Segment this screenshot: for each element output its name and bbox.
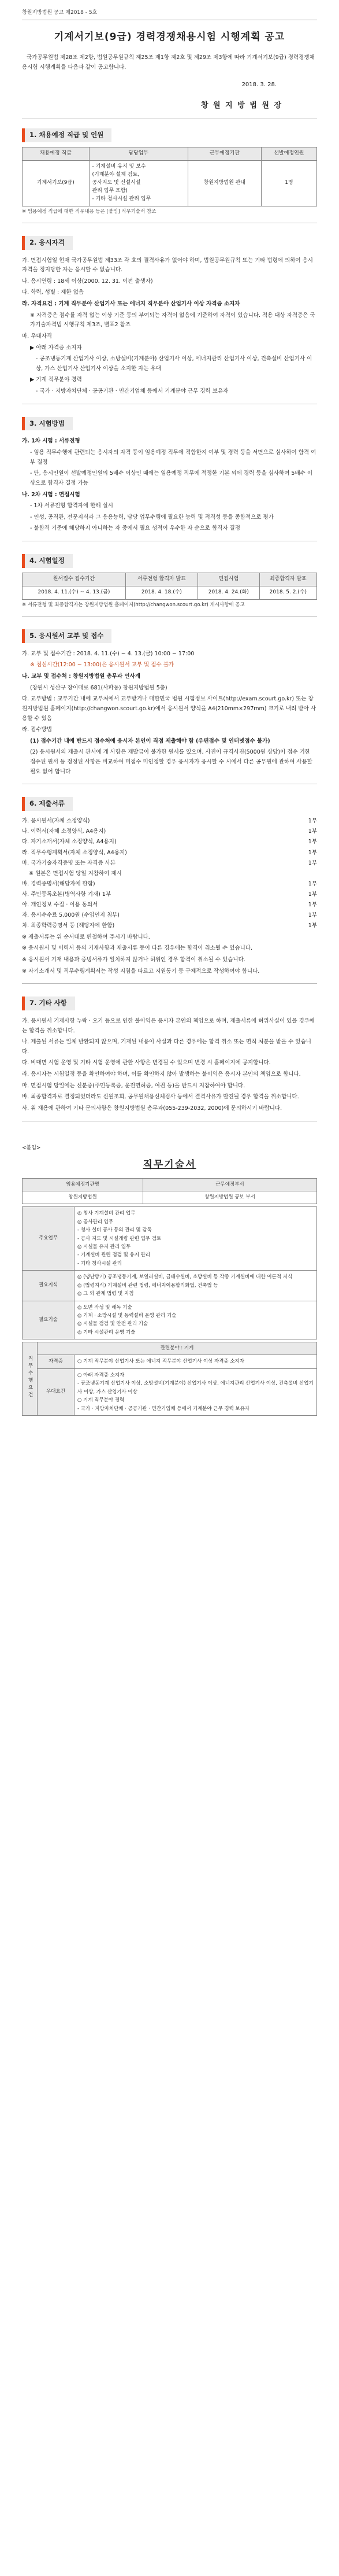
document-row: [22, 901, 317, 910]
schedule-note: ※ 서류전형 및 최종합격자는 창원지방법원 홈페이지(http://changwon.scourt.go.kr) 게시사항에 공고: [22, 601, 245, 608]
section-heading-schedule: 4. 시험일정: [22, 554, 73, 568]
duty-line: (기계분야 설계 검토,: [92, 171, 140, 178]
document-count: [300, 869, 317, 879]
jd-line: ◎ 시설물 점검 및 안전 관리 기술: [77, 1321, 148, 1327]
document-name: 마. 국가기술자격증명 또는 자격증 사본: [22, 859, 116, 866]
application-item: (1) 접수기간 내에 반드시 접수처에 응시자 본인이 직접 제출해야 함 (우편접수 및 인터넷접수 불가): [30, 737, 270, 744]
application-item: (창원시 성산구 창이대로 681(사파동) 창원지방법원 5층): [30, 684, 167, 691]
requirement-line: - 공조냉동기계 산업기사 이상, 소방설비(기계분야) 산업기사 이상, 에너지관리 산업기사 이상, 건축설비 산업기사 이상, 가스 산업기사 이상: [77, 1381, 314, 1395]
requirement-line: ○ 기계 직무분야 경력: [77, 1397, 125, 1404]
duty-line: 공사지도 및 신설시설: [92, 179, 141, 186]
eligibility-item: ※ 자격증은 점수를 자격 없는 이상 기준 등의 부여되는 자격이 없음에 기준하여 자격이 있습니다. 적용 대상 자격증은 국가기술자격법 시행규칙 제3조, 별표2 참조: [30, 312, 315, 329]
document-name: 가. 응시원서(자체 소정양식): [22, 818, 90, 825]
col-department: 근무예정부서: [143, 1178, 317, 1191]
document-count: 1부: [308, 818, 317, 825]
documents-note: ※ 응시원서 및 이력서 등의 기재사항과 제출서류 등이 다른 경우에는 합격이 취소될 수 있습니다.: [22, 945, 252, 952]
method-item: 가. 1차 시험 : 서류전형: [22, 438, 80, 445]
jd-line: - 공사 지도 및 시설개량 관련 업무 검토: [77, 1235, 162, 1242]
requirements-row-content: [74, 1355, 317, 1368]
cell-department: 창원지방법원 공보 부서: [143, 1191, 317, 1204]
method-item: - 단, 응시인원이 선발예정인원의 5배수 이상인 때에는 임용예정 직무에 적정한 기본 외에 경력 등을 심사하여 5배수 이상으로 합격자 결정 가능: [30, 470, 312, 486]
document-row: [22, 817, 317, 826]
other-item: 라. 응시자는 시험일정 등을 확인하여야 하며, 이를 확인하지 않아 발생하는 불이익은 응시자 본인의 책임으로 합니다.: [22, 1071, 301, 1078]
cell-duties: [89, 160, 188, 206]
cell-hiring-org: 창원지방법원: [23, 1191, 143, 1204]
col-grade: 채용예정 직급: [23, 147, 90, 160]
application-item: 라. 접수방법: [22, 726, 52, 733]
document-name: ※ 원본은 면접시험 당일 지참하여 제시: [29, 870, 122, 877]
document-row: [22, 837, 317, 847]
duty-line: - 기계설비 유지 및 보수: [92, 163, 146, 169]
duty-line: - 기타 청사시설 관리 업무: [92, 195, 151, 202]
intro-paragraph: 국가공무원법 제28조 제2항, 법원공무원규칙 제25조 제1항 제2호 및 제29조 제3항에 따라 기계서기보(9급) 경력경쟁채용시험 시행계획을 다음과 같이 공고합니다.: [22, 54, 315, 71]
requirements-side-label: [23, 1342, 38, 1416]
document-count: 1부: [308, 880, 317, 887]
col-duties: 담당업무: [89, 147, 188, 160]
jd-line: ◎ 청사 기계설비 관리 업무: [77, 1211, 136, 1217]
jd-line: ◎ 공사관리 업무: [77, 1219, 114, 1225]
document-row: [22, 859, 317, 868]
documents-note: ※ 응시원서 기재 내용과 증빙서류가 일치하지 않거나 허위인 경우 합격이 취소될 수 있습니다.: [22, 956, 245, 963]
document-name: 사. 주민등록초본(병역사항 기재) 1부: [22, 891, 111, 898]
eligibility-item: - 국가 · 지방자치단체 · 공공기관 · 민간기업체 등에서 기계분야 근무 경력 보유자: [36, 388, 229, 395]
job-requirements-table: [22, 1342, 317, 1416]
jd-row-label: 필요지식: [23, 1271, 74, 1301]
jd-line: ◎ 시설물 유지 관리 업무: [77, 1243, 131, 1250]
requirements-row-content: [74, 1368, 317, 1415]
method-item: - 1차 서류전형 합격자에 한해 실시: [30, 503, 113, 510]
job-description-header-table: [22, 1178, 317, 1204]
document-row: [22, 848, 317, 858]
section-heading-method: 3. 시험방법: [22, 417, 73, 431]
method-item: 나. 2차 시험 : 면접시험: [22, 491, 80, 498]
jd-row-content: [74, 1207, 317, 1271]
document-name: 자. 응시수수료 5,000원 (수입인지 첨부): [22, 912, 120, 919]
cell-org: 창원지방법원 관내: [188, 160, 261, 206]
application-item: (2) 응시원서의 제출시 관서에 개 사항은 재발급이 불가한 원서를 있으며, 사진이 규격사진(5000원 상당)이 접수 기한 접수된 원서 등 정정된 사항은 비교하여 미접수 미인정할 경우 응시자가 응시할 수 시에서 다른 공무원에 관하여 사용할 필요 없어 합니다: [30, 749, 312, 775]
eligibility-item: ▶ 기계 직무분야 경력: [30, 377, 82, 383]
col-document-result: 서류전형 합격자 발표: [125, 573, 198, 586]
cell-interview-date: 2018. 4. 24.(화): [198, 586, 259, 599]
application-item: ※ 점심시간(12:00 ~ 13:00)은 응시원서 교부 및 접수 불가: [30, 662, 174, 669]
documents-list: [22, 817, 317, 931]
section-heading-positions: 1. 채용예정 직급 및 인원: [22, 128, 111, 142]
positions-note: ※ 임용예정 직급에 대한 직무내용 등은 [붙임] 직무기술서 참조: [22, 208, 157, 215]
announcement-number: 창원지방법원 공고 제2018 - 5호: [22, 10, 98, 16]
document-count: 1부: [308, 922, 317, 929]
other-item: 다. 비대면 시험 운영 및 기타 시험 운영에 관한 사항은 변경될 수 있으며 변경 시 홈페이지에 공지합니다.: [22, 1060, 271, 1066]
document-name: 다. 자기소개서(자체 소정양식, A4용지): [22, 839, 117, 846]
job-description-title: 직무기술서: [143, 1158, 196, 1171]
document-count: 1부: [308, 859, 317, 866]
document-name: 라. 직무수행계획서(자체 소정양식, A4용지): [22, 849, 127, 856]
other-item: 나. 제출된 서류는 일체 반환되지 않으며, 기재된 내용이 사실과 다른 경우에는 합격 취소 또는 면직 처분을 받을 수 있습니다.: [22, 1039, 311, 1055]
requirement-line: ○ 기계 직무분야 산업기사 또는 에너지 직무분야 산업기사 이상 자격증 소지자: [77, 1359, 244, 1365]
document-count: 1부: [308, 902, 317, 909]
positions-table: [22, 147, 317, 206]
document-row: [22, 890, 317, 899]
document-count: 1부: [308, 849, 317, 856]
jd-line: ◎ 기계 · 소방시설 및 동력설비 운영 관리 기술: [77, 1313, 177, 1319]
document-name: 차. 최종학력증명서 등 (해당자에 한함): [22, 922, 115, 929]
other-item: 바. 최종합격자로 결정되었더라도 신원조회, 공무원채용신체검사 등에서 결격사유가 발견될 경우 합격을 취소합니다.: [22, 1094, 299, 1101]
eligibility-item: 나. 응시연령 : 18세 이상(2000. 12. 31. 이전 출생자): [22, 278, 153, 285]
application-item: 다. 교부방법 : 교부기간 내에 교부처에서 교부받거나 대한민국 법원 시험정보 사이트(http://exam.scourt.go.kr) 또는 창원지방법원 홈페이지(http://changwon.scourt.go.kr)에서 응시원서 양식을 A4(210mm×297mm) 크기로 내려 받아 사용할 수 있음: [22, 696, 316, 722]
col-interview: 면접시험: [198, 573, 259, 586]
job-description-table: [22, 1206, 317, 1339]
requirements-row-label: 자격증: [38, 1355, 74, 1368]
schedule-table: [22, 573, 317, 600]
requirements-row-label: 우대요건: [38, 1368, 74, 1415]
divider: [22, 616, 317, 617]
jd-line: ◎ 기타 시설관리 운영 기술: [77, 1329, 136, 1335]
jd-row-label: 필요기술: [23, 1301, 74, 1339]
document-row: [22, 869, 317, 879]
eligibility-item: 다. 학력, 성별 : 제한 없음: [22, 289, 84, 296]
document-row: [22, 921, 317, 931]
documents-note: ※ 자기소개서 및 직무수행계획서는 작성 지침을 따르고 지원동기 등 구체적으로 작성하여야 합니다.: [22, 968, 260, 975]
jd-line: ◎ (법령지식) 기계설비 관련 법령, 에너지이용합리화법, 건축법 등: [77, 1282, 218, 1289]
method-item: - 불합격 기준에 해당하지 아니하는 자 중에서 필요 성적이 우수한 자 순으로 합격자 결정: [30, 525, 240, 532]
cell-count: 1명: [261, 160, 316, 206]
section-heading-application: 5. 응시원서 교부 및 접수: [22, 629, 111, 643]
attachment-label: <붙임>: [22, 1145, 41, 1151]
document-name: 아. 개인정보 수집 · 이용 동의서: [22, 902, 98, 909]
eligibility-item: ▶ 아래 자격증 소지자: [30, 344, 82, 351]
col-org: 근무예정기관: [188, 147, 261, 160]
method-item: - 임용 직무수행에 관련되는 응시자의 자격 등이 임용예정 직무에 적합한지 여부 및 경력 등을 서면으로 심사하여 합격 여부 결정: [30, 449, 316, 466]
jd-line: ◎ 그 외 관계 법령 및 지침: [77, 1291, 134, 1297]
divider: [22, 983, 317, 984]
requirement-line: - 국가 · 지방자치단체 · 공공기관 · 민간기업체 등에서 기계분야 근무 경력 보유자: [77, 1405, 250, 1412]
requirements-side-text: 직무수행요건: [27, 1356, 33, 1400]
document-row: [22, 880, 317, 889]
document-count: 1부: [308, 891, 317, 898]
eligibility-item: 가. 면접시험일 현재 국가공무원법 제33조 각 호의 결격사유가 없어야 하며, 법원공무원규칙 또는 기타 법령에 의하여 응시자격을 정지당한 자는 응시할 수 없습니다.: [22, 257, 313, 274]
document-name: 바. 경력증명서(해당자에 한함): [22, 880, 95, 887]
application-item: 나. 교부 및 접수처 : 창원지방법원 총무과 인사계: [22, 673, 140, 680]
requirement-line: ○ 아래 자격증 소지자: [77, 1372, 125, 1378]
section-heading-eligibility: 2. 응시자격: [22, 236, 73, 250]
document-name: 나. 이력서(자체 소정양식, A4용지): [22, 828, 106, 835]
cell-grade: 기계서기보(9급): [23, 160, 90, 206]
cell-final-result-date: 2018. 5. 2.(수): [259, 586, 316, 599]
other-item: 가. 응시원서 기재사항 누락 · 오기 등으로 인한 불이익은 응시자 본인의 책임으로 하며, 제출서류에 허위사실이 있을 경우에는 합격을 취소합니다.: [22, 1017, 315, 1034]
document-row: [22, 827, 317, 836]
jd-line: ◎ 도면 작성 및 해독 기술: [77, 1304, 132, 1311]
document-count: 1부: [308, 828, 317, 835]
duty-line: 관리 업무 포함): [92, 187, 128, 194]
eligibility-item: - 공조냉동기계 산업기사 이상, 소방설비(기계분야) 산업기사 이상, 에너지관리 산업기사 이상, 건축설비 산업기사 이상, 가스 산업기사 산업기사 이상을 소지한 자는 우대: [36, 356, 312, 372]
document-count: 1부: [308, 839, 317, 846]
document-row: [22, 911, 317, 920]
jd-line: ◎ (냉난방기) 공조냉동기계, 보일러설비, 급배수설비, 소방설비 등 각종 기계설비에 대한 이론적 지식: [77, 1274, 293, 1280]
col-hiring-org: 임용예정기관명: [23, 1178, 143, 1191]
other-item: 사. 위 채용에 관하여 기타 문의사항은 창원지방법원 총무과(055-239-2032, 2000)에 문의하시기 바랍니다.: [22, 1105, 282, 1112]
requirements-field-heading: 관련분야 : 기계: [38, 1342, 317, 1355]
jd-line: - 기계설비 관련 점검 및 유지 관리: [77, 1252, 151, 1259]
jd-row-label: 주요업무: [23, 1207, 74, 1271]
method-item: - 인성, 공직관, 전문지식과 그 응용능력, 담당 업무수행에 필요한 능력 및 적격성 등을 종합적으로 평가: [30, 514, 274, 521]
col-application: 원서접수 접수기간: [23, 573, 126, 586]
eligibility-item: 라. 자격요건 : 기계 직무분야 산업기사 또는 에너지 직무분야 산업기사 이상 자격증 소지자: [22, 301, 240, 308]
col-count: 선발예정인원: [261, 147, 316, 160]
eligibility-item: 마. 우대자격: [22, 333, 52, 339]
document-count: 1부: [308, 912, 317, 919]
page-title: 기계서기보(9급) 경력경쟁채용시험 시행계획 공고: [54, 31, 285, 43]
jd-row-content: [74, 1301, 317, 1339]
jd-line: - 청사 설비 공사 등의 관리 및 감독: [77, 1227, 152, 1234]
section-heading-documents: 6. 제출서류: [22, 797, 73, 811]
signer: 창 원 지 방 법 원 장: [200, 101, 282, 110]
application-item: 가. 교부 및 접수기간 : 2018. 4. 11.(수) ~ 4. 13.(금) 10:00 ~ 17:00: [22, 650, 195, 657]
jd-row-content: [74, 1271, 317, 1301]
other-item: 마. 면접시험 당일에는 신분증(주민등록증, 운전면허증, 여권 등)을 반드시 지참하여야 합니다.: [22, 1082, 245, 1089]
cell-document-result-date: 2018. 4. 18.(수): [125, 586, 198, 599]
documents-note: ※ 제출서류는 위 순서대로 편철하여 주시기 바랍니다.: [22, 933, 150, 940]
section-heading-other: 7. 기타 사항: [22, 997, 75, 1010]
cell-application-date: 2018. 4. 11.(수) ~ 4. 13.(금): [23, 586, 126, 599]
announcement-date: 2018. 3. 28.: [241, 82, 277, 88]
col-final-result: 최종합격자 발표: [259, 573, 316, 586]
jd-line: - 기타 청사시설 관리: [77, 1260, 122, 1267]
